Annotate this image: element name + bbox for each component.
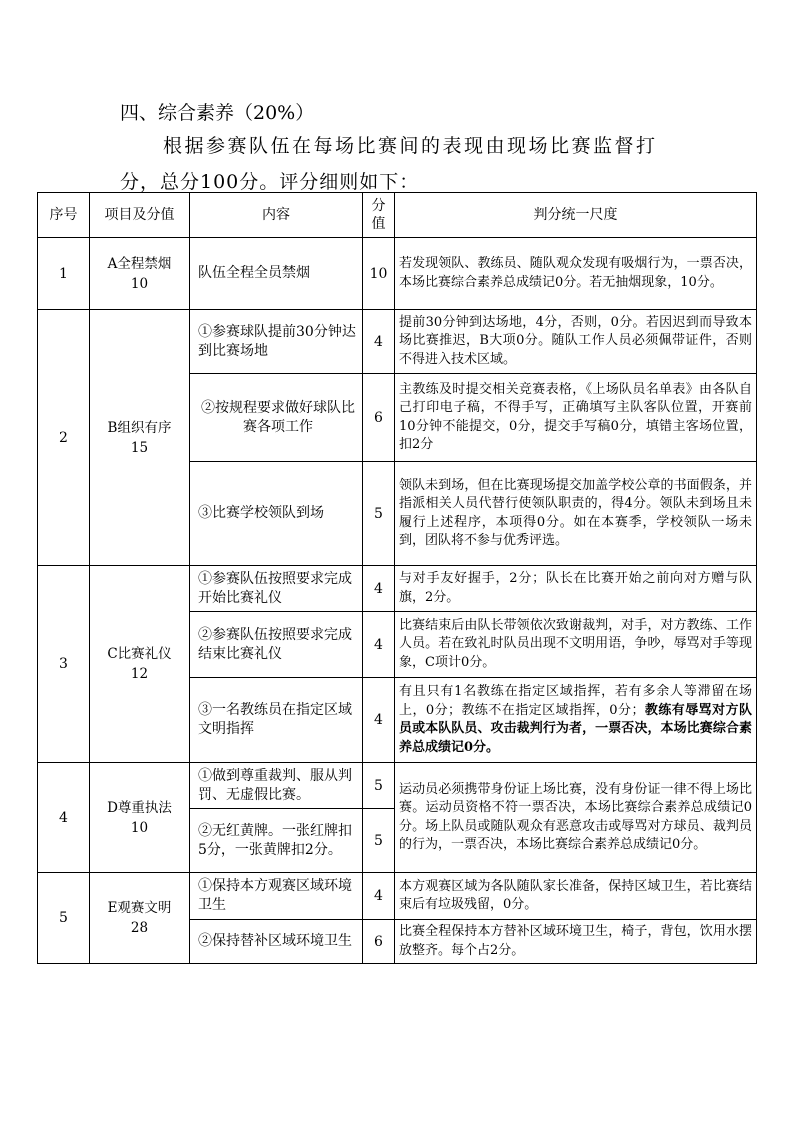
row-score: 6: [363, 374, 395, 462]
row-content: ③一名教练员在指定区域文明指挥: [190, 678, 363, 763]
row-score: 5: [363, 809, 395, 873]
item-name: E观赛文明: [107, 900, 172, 916]
row-rule: 运动员必须携带身份证上场比赛，没有身份证一律不得上场比赛。运动员资格不符一票否决，本场比赛综合素养总成绩记0分。场上队员或随队观众有恶意攻击或辱骂对方球员、裁判员的行为，一票否决，本场比赛综合素养总成绩记0分。: [395, 763, 757, 873]
row-rule: 主教练及时提交相关竞赛表格，《上场队员名单表》由各队自己打印电子稿，不得手写，正确填写主队客队位置，开赛前10分钟不能提交，0分，提交手写稿0分，填错主客场位置，扣2分: [395, 374, 757, 462]
row-content: 队伍全程全员禁烟: [190, 238, 363, 310]
group-no: 5: [38, 873, 90, 964]
header-item: 项目及分值: [90, 193, 190, 238]
item-score: 10: [130, 819, 149, 836]
row-rule: 比赛结束后由队长带领依次致谢裁判，对手，对方教练、工作人员。若在致礼时队员出现不文明用语，争吵，辱骂对手等现象，C项计0分。: [395, 612, 757, 678]
item-score: 12: [130, 666, 149, 682]
header-no: 序号: [38, 193, 90, 238]
table-row: [38, 238, 757, 310]
item-score: 10: [130, 275, 149, 292]
row-content: ②保持替补区域环境卫生: [190, 920, 363, 964]
row-rule: 领队未到场，但在比赛现场提交加盖学校公章的书面假条，并指派相关人员代替行使领队职责的，得4分。领队未到场且未履行上述程序，本项得0分。如在本赛季，学校领队一场未到，团队将不参与优秀评选。: [395, 462, 757, 566]
intro-line-2: 分，总分100分。评分细则如下：: [120, 171, 420, 193]
table-row: [38, 566, 757, 612]
row-content: ②参赛队伍按照要求完成结束比赛礼仪: [190, 612, 363, 678]
row-score: 5: [363, 462, 395, 566]
row-score: 4: [363, 310, 395, 374]
row-content: ①参赛球队提前30分钟达到比赛场地: [190, 310, 363, 374]
group-item: [90, 763, 190, 873]
group-item: [90, 238, 190, 310]
row-rule: 若发现领队、教练员、随队观众发现有吸烟行为，一票否决，本场比赛综合素养总成绩记0分。若无抽烟现象，10分。: [395, 238, 757, 310]
table-row: [38, 763, 757, 809]
intro-line-1: 根据参赛队伍在每场比赛间的表现由现场比赛监督打: [163, 135, 658, 157]
row-score: 4: [363, 873, 395, 920]
group-item: [90, 873, 190, 964]
row-rule: 与对手友好握手，2分；队长在比赛开始之前向对方赠与队旗，2分。: [395, 566, 757, 612]
row-content: ①做到尊重裁判、服从判罚、无虚假比赛。: [190, 763, 363, 809]
row-score: 4: [363, 612, 395, 678]
header-content: 内容: [190, 193, 363, 238]
row-rule: 提前30分钟到达场地，4分，否则，0分。若因迟到而导致本场比赛推迟，B大项0分。随队工作人员必须佩带证件，否则不得进入技术区域。: [395, 310, 757, 374]
rule-bold-text: 教练有辱骂对方队员或本队队员、攻击裁判行为者，一票否决，本场比赛综合素养总成绩记0分。: [399, 702, 752, 755]
group-no: 4: [38, 763, 90, 873]
row-score: 6: [363, 920, 395, 964]
row-rule: 比赛全程保持本方替补区域环境卫生，椅子，背包，饮用水摆放整齐。每个占2分。: [395, 920, 757, 964]
item-name: A全程禁烟: [107, 255, 172, 272]
rule-text: 有且只有1名教练在指定区域指挥，若有多余人等滞留在场上，0分；教练不在指定区域指挥，0分；: [399, 684, 752, 718]
row-content: ①参赛队伍按照要求完成开始比赛礼仪: [190, 566, 363, 612]
row-content: ②无红黄牌。一张红牌扣5分，一张黄牌扣2分。: [190, 809, 363, 873]
group-no: 1: [38, 238, 90, 310]
row-rule: 本方观赛区域为各队随队家长准备，保持区域卫生，若比赛结束后有垃圾残留，0分。: [395, 873, 757, 920]
item-name: B组织有序: [107, 419, 172, 436]
row-score: 4: [363, 566, 395, 612]
row-score: 10: [363, 238, 395, 310]
header-score: 分值: [363, 193, 395, 238]
row-content: ③比赛学校领队到场: [190, 462, 363, 566]
section-heading: 四、综合素养（20%）: [120, 102, 315, 124]
row-score: 5: [363, 763, 395, 809]
item-name: D尊重执法: [107, 799, 172, 816]
item-score: 28: [130, 920, 149, 936]
header-rule: 判分统一尺度: [395, 193, 757, 238]
group-no: 3: [38, 566, 90, 763]
group-item: [90, 310, 190, 566]
row-score: 4: [363, 678, 395, 763]
group-item: [90, 566, 190, 763]
table-row: [38, 873, 757, 920]
row-content: ②按规程要求做好球队比赛各项工作: [190, 374, 363, 462]
scoring-table: [37, 192, 757, 964]
row-content: ①保持本方观赛区域环境卫生: [190, 873, 363, 920]
table-row: [38, 310, 757, 374]
row-rule: [395, 678, 757, 763]
item-score: 15: [130, 439, 149, 456]
group-no: 2: [38, 310, 90, 566]
table-header-row: [38, 193, 757, 238]
item-name: C比赛礼仪: [107, 646, 172, 662]
